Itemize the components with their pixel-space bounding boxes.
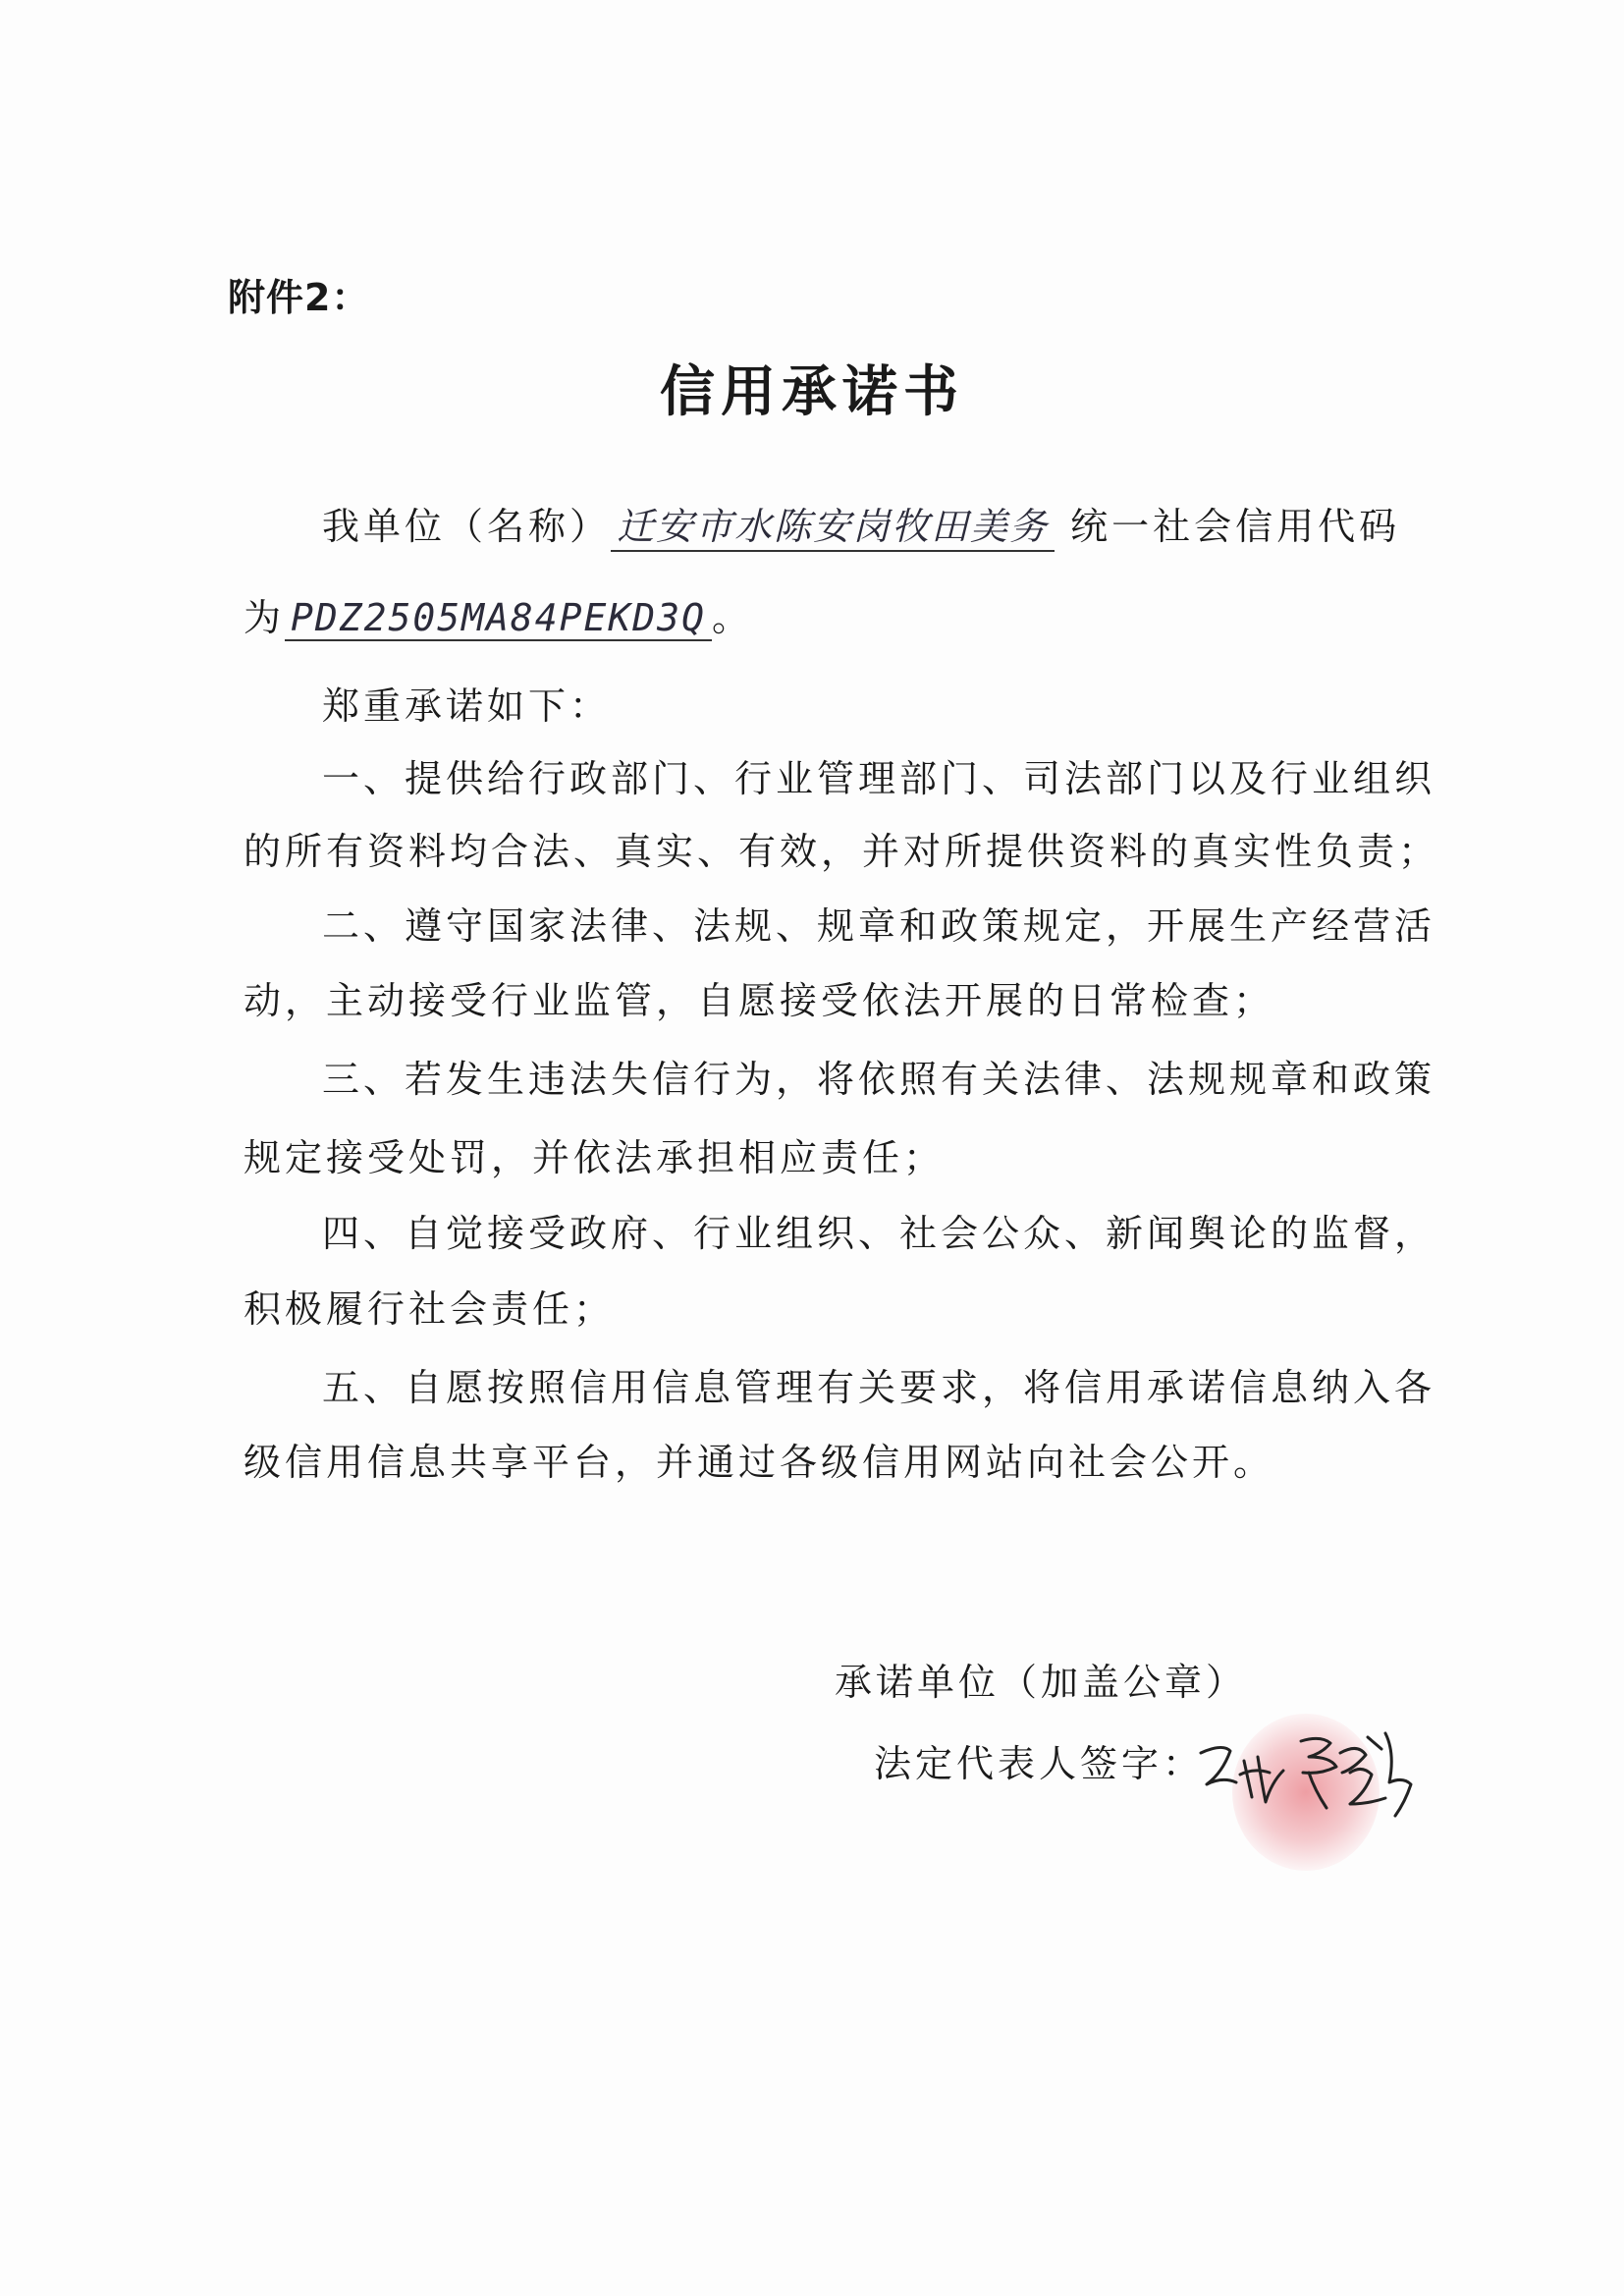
- handwritten-signature: [1193, 1714, 1419, 1831]
- clause-2-line-1: 二、遵守国家法律、法规、规章和政策规定，开展生产经营活: [322, 904, 1436, 948]
- attachment-label: 附件2：: [228, 276, 370, 319]
- clause-3-line-2: 规定接受处罚，并依法承担相应责任；: [244, 1136, 946, 1179]
- intro-line-1: [322, 496, 1400, 552]
- code-suffix: 。: [711, 596, 753, 639]
- clause-3-line-1: 三、若发生违法失信行为，将依照有关法律、法规规章和政策: [322, 1058, 1436, 1101]
- clause-5-line-2: 级信用信息共享平台，并通过各级信用网站向社会公开。: [244, 1441, 1275, 1484]
- org-name-handwritten: 迁安市水陈安岗牧田美务: [611, 496, 1055, 552]
- document-title: 信用承诺书: [660, 360, 964, 424]
- intro-line-2: [244, 587, 753, 641]
- clause-4-line-1: 四、自觉接受政府、行业组织、社会公众、新闻舆论的监督，: [322, 1212, 1436, 1255]
- legal-rep-label: 法定代表人签字：: [874, 1742, 1205, 1785]
- clause-5-line-1: 五、自愿按照信用信息管理有关要求，将信用承诺信息纳入各: [322, 1366, 1436, 1409]
- intro-prefix: 我单位（名称）: [322, 505, 612, 548]
- commitment-unit-label: 承诺单位（加盖公章）: [835, 1661, 1248, 1704]
- clause-1-line-2: 的所有资料均合法、真实、有效，并对所提供资料的真实性负责；: [244, 830, 1440, 873]
- code-prefix: 为: [244, 596, 286, 639]
- intro-middle: 统一社会信用代码: [1070, 505, 1401, 548]
- commit-heading: 郑重承诺如下：: [322, 684, 612, 728]
- clause-4-line-2: 积极履行社会责任；: [244, 1287, 616, 1331]
- credit-code-handwritten: PDZ2505MA84PEKD3Q: [285, 596, 712, 641]
- clause-1-line-1: 一、提供给行政部门、行业管理部门、司法部门以及行业组织: [322, 757, 1436, 800]
- clause-2-line-2: 动，主动接受行业监管，自愿接受依法开展的日常检查；: [244, 979, 1275, 1022]
